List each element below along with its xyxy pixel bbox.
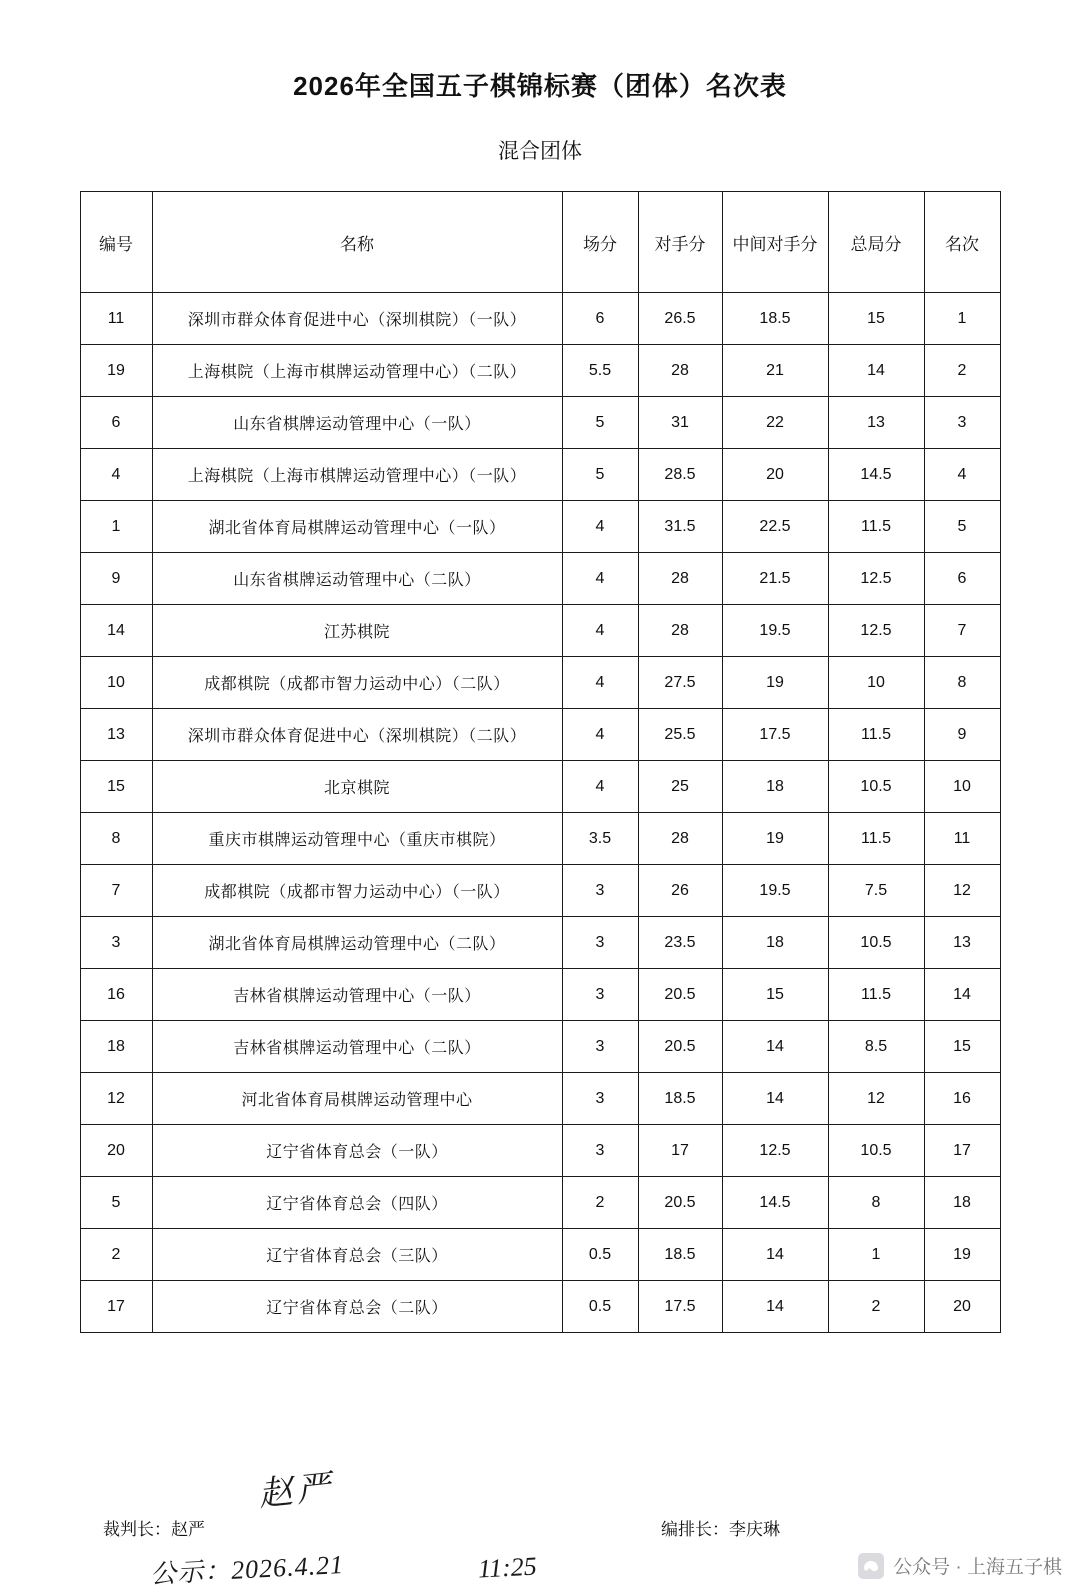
cell-total-game-points: 15 bbox=[828, 293, 924, 345]
table-row bbox=[80, 813, 1000, 865]
cell-id: 3 bbox=[80, 917, 152, 969]
table-row bbox=[80, 1229, 1000, 1281]
cell-rank: 10 bbox=[924, 761, 1000, 813]
table-row bbox=[80, 969, 1000, 1021]
table-row bbox=[80, 917, 1000, 969]
table-row bbox=[80, 553, 1000, 605]
header-total-game-points: 总局分 bbox=[828, 192, 924, 293]
cell-opponent-points: 26.5 bbox=[638, 293, 722, 345]
cell-name: 重庆市棋牌运动管理中心（重庆市棋院） bbox=[152, 813, 562, 865]
standings-table bbox=[80, 191, 1001, 1333]
page-subtitle: 混合团体 bbox=[498, 140, 582, 163]
cell-opponent-points: 28 bbox=[638, 813, 722, 865]
cell-rank: 12 bbox=[924, 865, 1000, 917]
table-row bbox=[80, 709, 1000, 761]
cell-id: 14 bbox=[80, 605, 152, 657]
cell-median-opponent-points: 22 bbox=[722, 397, 828, 449]
table-row bbox=[80, 657, 1000, 709]
cell-match-points: 0.5 bbox=[562, 1229, 638, 1281]
cell-median-opponent-points: 18 bbox=[722, 917, 828, 969]
document-page bbox=[0, 66, 1080, 1593]
cell-id: 11 bbox=[80, 293, 152, 345]
table-row bbox=[80, 397, 1000, 449]
cell-id: 1 bbox=[80, 501, 152, 553]
cell-median-opponent-points: 14 bbox=[722, 1281, 828, 1333]
cell-match-points: 3 bbox=[562, 1073, 638, 1125]
cell-total-game-points: 12.5 bbox=[828, 605, 924, 657]
cell-total-game-points: 10.5 bbox=[828, 761, 924, 813]
cell-match-points: 4 bbox=[562, 709, 638, 761]
cell-rank: 14 bbox=[924, 969, 1000, 1021]
cell-match-points: 3 bbox=[562, 1125, 638, 1177]
wechat-icon bbox=[858, 1553, 884, 1579]
cell-name: 河北省体育局棋牌运动管理中心 bbox=[152, 1073, 562, 1125]
cell-name: 深圳市群众体育促进中心（深圳棋院）（一队） bbox=[152, 293, 562, 345]
cell-total-game-points: 7.5 bbox=[828, 865, 924, 917]
table-row bbox=[80, 761, 1000, 813]
cell-id: 2 bbox=[80, 1229, 152, 1281]
cell-name: 辽宁省体育总会（一队） bbox=[152, 1125, 562, 1177]
cell-median-opponent-points: 15 bbox=[722, 969, 828, 1021]
cell-median-opponent-points: 22.5 bbox=[722, 501, 828, 553]
cell-name: 成都棋院（成都市智力运动中心）（一队） bbox=[152, 865, 562, 917]
cell-id: 13 bbox=[80, 709, 152, 761]
header-id: 编号 bbox=[80, 192, 152, 293]
cell-name: 吉林省棋牌运动管理中心（一队） bbox=[152, 969, 562, 1021]
cell-name: 上海棋院（上海市棋牌运动管理中心）（二队） bbox=[152, 345, 562, 397]
cell-id: 9 bbox=[80, 553, 152, 605]
cell-id: 6 bbox=[80, 397, 152, 449]
cell-total-game-points: 8 bbox=[828, 1177, 924, 1229]
cell-opponent-points: 20.5 bbox=[638, 969, 722, 1021]
cell-rank: 17 bbox=[924, 1125, 1000, 1177]
cell-opponent-points: 17 bbox=[638, 1125, 722, 1177]
cell-rank: 5 bbox=[924, 501, 1000, 553]
cell-id: 5 bbox=[80, 1177, 152, 1229]
cell-opponent-points: 28 bbox=[638, 345, 722, 397]
cell-median-opponent-points: 19.5 bbox=[722, 605, 828, 657]
watermark bbox=[858, 1552, 1062, 1579]
cell-match-points: 4 bbox=[562, 553, 638, 605]
cell-match-points: 5.5 bbox=[562, 345, 638, 397]
cell-median-opponent-points: 12.5 bbox=[722, 1125, 828, 1177]
cell-opponent-points: 27.5 bbox=[638, 657, 722, 709]
cell-median-opponent-points: 14 bbox=[722, 1229, 828, 1281]
header-median-opponent-points: 中间对手分 bbox=[722, 192, 828, 293]
table-row bbox=[80, 501, 1000, 553]
cell-total-game-points: 14.5 bbox=[828, 449, 924, 501]
cell-total-game-points: 1 bbox=[828, 1229, 924, 1281]
cell-name: 湖北省体育局棋牌运动管理中心（一队） bbox=[152, 501, 562, 553]
cell-total-game-points: 10 bbox=[828, 657, 924, 709]
cell-rank: 4 bbox=[924, 449, 1000, 501]
cell-match-points: 6 bbox=[562, 293, 638, 345]
cell-median-opponent-points: 20 bbox=[722, 449, 828, 501]
cell-name: 辽宁省体育总会（四队） bbox=[152, 1177, 562, 1229]
cell-total-game-points: 12 bbox=[828, 1073, 924, 1125]
cell-id: 20 bbox=[80, 1125, 152, 1177]
document-footer bbox=[0, 1457, 1080, 1593]
cell-rank: 16 bbox=[924, 1073, 1000, 1125]
cell-name: 湖北省体育局棋牌运动管理中心（二队） bbox=[152, 917, 562, 969]
cell-id: 16 bbox=[80, 969, 152, 1021]
cell-total-game-points: 2 bbox=[828, 1281, 924, 1333]
cell-name: 成都棋院（成都市智力运动中心）（二队） bbox=[152, 657, 562, 709]
cell-match-points: 2 bbox=[562, 1177, 638, 1229]
cell-name: 上海棋院（上海市棋牌运动管理中心）（一队） bbox=[152, 449, 562, 501]
publish-date: 公示：2026.4.21 bbox=[149, 1549, 345, 1590]
cell-match-points: 4 bbox=[562, 761, 638, 813]
table-row bbox=[80, 1021, 1000, 1073]
table-row bbox=[80, 293, 1000, 345]
cell-rank: 15 bbox=[924, 1021, 1000, 1073]
referee-signature: 赵严 bbox=[256, 1469, 337, 1514]
table-row bbox=[80, 1281, 1000, 1333]
cell-rank: 18 bbox=[924, 1177, 1000, 1229]
cell-match-points: 3 bbox=[562, 969, 638, 1021]
cell-median-opponent-points: 17.5 bbox=[722, 709, 828, 761]
cell-match-points: 0.5 bbox=[562, 1281, 638, 1333]
cell-total-game-points: 11.5 bbox=[828, 501, 924, 553]
table-row bbox=[80, 865, 1000, 917]
cell-match-points: 5 bbox=[562, 449, 638, 501]
cell-opponent-points: 25.5 bbox=[638, 709, 722, 761]
cell-id: 17 bbox=[80, 1281, 152, 1333]
cell-rank: 19 bbox=[924, 1229, 1000, 1281]
header-name: 名称 bbox=[152, 192, 562, 293]
cell-opponent-points: 20.5 bbox=[638, 1177, 722, 1229]
cell-rank: 13 bbox=[924, 917, 1000, 969]
cell-id: 8 bbox=[80, 813, 152, 865]
cell-total-game-points: 13 bbox=[828, 397, 924, 449]
cell-match-points: 4 bbox=[562, 501, 638, 553]
cell-total-game-points: 14 bbox=[828, 345, 924, 397]
chief-arranger-label: 编排长：李庆琳 bbox=[661, 1520, 780, 1539]
cell-rank: 8 bbox=[924, 657, 1000, 709]
cell-rank: 2 bbox=[924, 345, 1000, 397]
watermark-text: 公众号 · 上海五子棋 bbox=[893, 1557, 1062, 1578]
cell-name: 山东省棋牌运动管理中心（一队） bbox=[152, 397, 562, 449]
cell-opponent-points: 26 bbox=[638, 865, 722, 917]
cell-rank: 3 bbox=[924, 397, 1000, 449]
cell-match-points: 4 bbox=[562, 605, 638, 657]
cell-median-opponent-points: 21 bbox=[722, 345, 828, 397]
cell-id: 12 bbox=[80, 1073, 152, 1125]
cell-total-game-points: 11.5 bbox=[828, 813, 924, 865]
cell-median-opponent-points: 14 bbox=[722, 1021, 828, 1073]
cell-name: 吉林省棋牌运动管理中心（二队） bbox=[152, 1021, 562, 1073]
cell-opponent-points: 18.5 bbox=[638, 1229, 722, 1281]
cell-id: 19 bbox=[80, 345, 152, 397]
cell-opponent-points: 31.5 bbox=[638, 501, 722, 553]
cell-match-points: 3.5 bbox=[562, 813, 638, 865]
cell-total-game-points: 11.5 bbox=[828, 969, 924, 1021]
cell-match-points: 3 bbox=[562, 865, 638, 917]
header-rank: 名次 bbox=[924, 192, 1000, 293]
header-opponent-points: 对手分 bbox=[638, 192, 722, 293]
cell-opponent-points: 31 bbox=[638, 397, 722, 449]
cell-name: 北京棋院 bbox=[152, 761, 562, 813]
cell-opponent-points: 18.5 bbox=[638, 1073, 722, 1125]
cell-match-points: 3 bbox=[562, 1021, 638, 1073]
cell-rank: 9 bbox=[924, 709, 1000, 761]
cell-median-opponent-points: 18 bbox=[722, 761, 828, 813]
cell-opponent-points: 28.5 bbox=[638, 449, 722, 501]
cell-match-points: 5 bbox=[562, 397, 638, 449]
table-row bbox=[80, 605, 1000, 657]
cell-name: 深圳市群众体育促进中心（深圳棋院）（二队） bbox=[152, 709, 562, 761]
cell-median-opponent-points: 14 bbox=[722, 1073, 828, 1125]
cell-name: 江苏棋院 bbox=[152, 605, 562, 657]
cell-opponent-points: 23.5 bbox=[638, 917, 722, 969]
cell-name: 辽宁省体育总会（三队） bbox=[152, 1229, 562, 1281]
table-row bbox=[80, 1125, 1000, 1177]
cell-rank: 1 bbox=[924, 293, 1000, 345]
cell-rank: 6 bbox=[924, 553, 1000, 605]
cell-opponent-points: 20.5 bbox=[638, 1021, 722, 1073]
cell-opponent-points: 25 bbox=[638, 761, 722, 813]
cell-opponent-points: 28 bbox=[638, 605, 722, 657]
cell-id: 18 bbox=[80, 1021, 152, 1073]
cell-total-game-points: 11.5 bbox=[828, 709, 924, 761]
table-header-row bbox=[80, 192, 1000, 293]
cell-rank: 11 bbox=[924, 813, 1000, 865]
header-match-points: 场分 bbox=[562, 192, 638, 293]
cell-id: 4 bbox=[80, 449, 152, 501]
cell-name: 辽宁省体育总会（二队） bbox=[152, 1281, 562, 1333]
cell-total-game-points: 12.5 bbox=[828, 553, 924, 605]
cell-opponent-points: 28 bbox=[638, 553, 722, 605]
cell-total-game-points: 8.5 bbox=[828, 1021, 924, 1073]
cell-rank: 20 bbox=[924, 1281, 1000, 1333]
cell-total-game-points: 10.5 bbox=[828, 1125, 924, 1177]
cell-id: 15 bbox=[80, 761, 152, 813]
cell-median-opponent-points: 19 bbox=[722, 813, 828, 865]
cell-median-opponent-points: 21.5 bbox=[722, 553, 828, 605]
cell-opponent-points: 17.5 bbox=[638, 1281, 722, 1333]
cell-rank: 7 bbox=[924, 605, 1000, 657]
cell-median-opponent-points: 19.5 bbox=[722, 865, 828, 917]
cell-match-points: 4 bbox=[562, 657, 638, 709]
publish-time: 11:25 bbox=[477, 1551, 538, 1584]
cell-name: 山东省棋牌运动管理中心（二队） bbox=[152, 553, 562, 605]
table-row bbox=[80, 1177, 1000, 1229]
chief-referee-label: 裁判长：赵严 bbox=[103, 1520, 205, 1539]
table-row bbox=[80, 449, 1000, 501]
cell-median-opponent-points: 14.5 bbox=[722, 1177, 828, 1229]
table-row bbox=[80, 345, 1000, 397]
table-row bbox=[80, 1073, 1000, 1125]
cell-id: 7 bbox=[80, 865, 152, 917]
cell-match-points: 3 bbox=[562, 917, 638, 969]
cell-id: 10 bbox=[80, 657, 152, 709]
cell-total-game-points: 10.5 bbox=[828, 917, 924, 969]
cell-median-opponent-points: 18.5 bbox=[722, 293, 828, 345]
cell-median-opponent-points: 19 bbox=[722, 657, 828, 709]
page-title: 2026年全国五子棋锦标赛（团体）名次表 bbox=[293, 71, 787, 101]
